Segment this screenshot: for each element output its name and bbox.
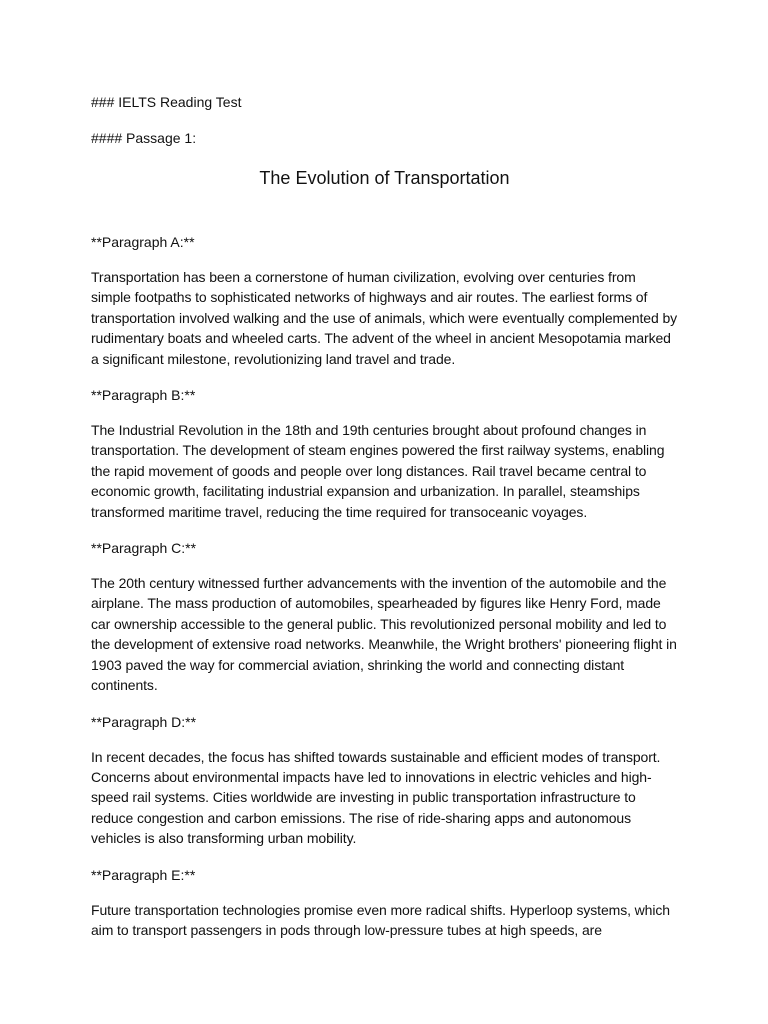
paragraph-e	[91, 865, 678, 941]
paragraph-d	[91, 712, 678, 849]
paragraph-label: **Paragraph C:**	[91, 540, 197, 557]
paragraph-b	[91, 385, 678, 522]
paragraph-label: **Paragraph B:**	[91, 387, 196, 404]
paragraph-text: The Industrial Revolution in the 18th and 19th centuries brought about profound changes in transportation. The development of steam engines powered the first railway systems, enabling the rapid movement of goods and people over long distances. Rail travel became central to economic growth, facilitating industrial expansion and urbanization. In parallel, steamships transformed maritime travel, reducing the time required for transoceanic voyages.	[91, 422, 665, 520]
paragraph-a	[91, 232, 678, 369]
paragraph-text: The 20th century witnessed further advancements with the invention of the automobile and the airplane. The mass production of automobiles, spearheaded by figures like Henry Ford, made car ownership accessible to the general public. This revolutionized personal mobility and led to the development of extensive road networks. Meanwhile, the Wright brothers' pioneering flight in 1903 paved the way for commercial aviation, shrinking the world and connecting distant continents.	[91, 575, 677, 694]
test-heading: ### IELTS Reading Test	[91, 94, 242, 110]
paragraph-c	[91, 538, 678, 695]
passage-title: The Evolution of Transportation	[259, 168, 510, 188]
paragraph-text: In recent decades, the focus has shifted towards sustainable and efficient modes of transport. Concerns about environmental impacts have led to innovations in electric vehicles and high-speed rail systems. Cities worldwide are investing in public transportation infrastructure to reduce congestion and carbon emissions. The rise of ride-sharing apps and autonomous vehicles is also transforming urban mobility.	[91, 748, 661, 847]
paragraph-label: **Paragraph A:**	[91, 234, 195, 250]
passage-heading: #### Passage 1:	[91, 130, 197, 146]
paragraph-label: **Paragraph D:**	[91, 713, 197, 730]
paragraph-label: **Paragraph E:**	[91, 866, 196, 883]
paragraph-text: Transportation has been a cornerstone of human civilization, evolving over centuries from simple footpaths to sophisticated networks of highways and air routes. The earliest forms of transportation involved walking and the use of animals, which were eventually complemented by rudimentary boats and wheeled carts. The advent of the wheel in ancient Mesopotamia marked a significant milestone, revolutionizing land travel and trade.	[91, 269, 678, 367]
paragraph-text: Future transportation technologies promise even more radical shifts. Hyperloop systems, which aim to transport passengers in pods through low-pressure tubes at high speeds, are	[91, 901, 670, 938]
